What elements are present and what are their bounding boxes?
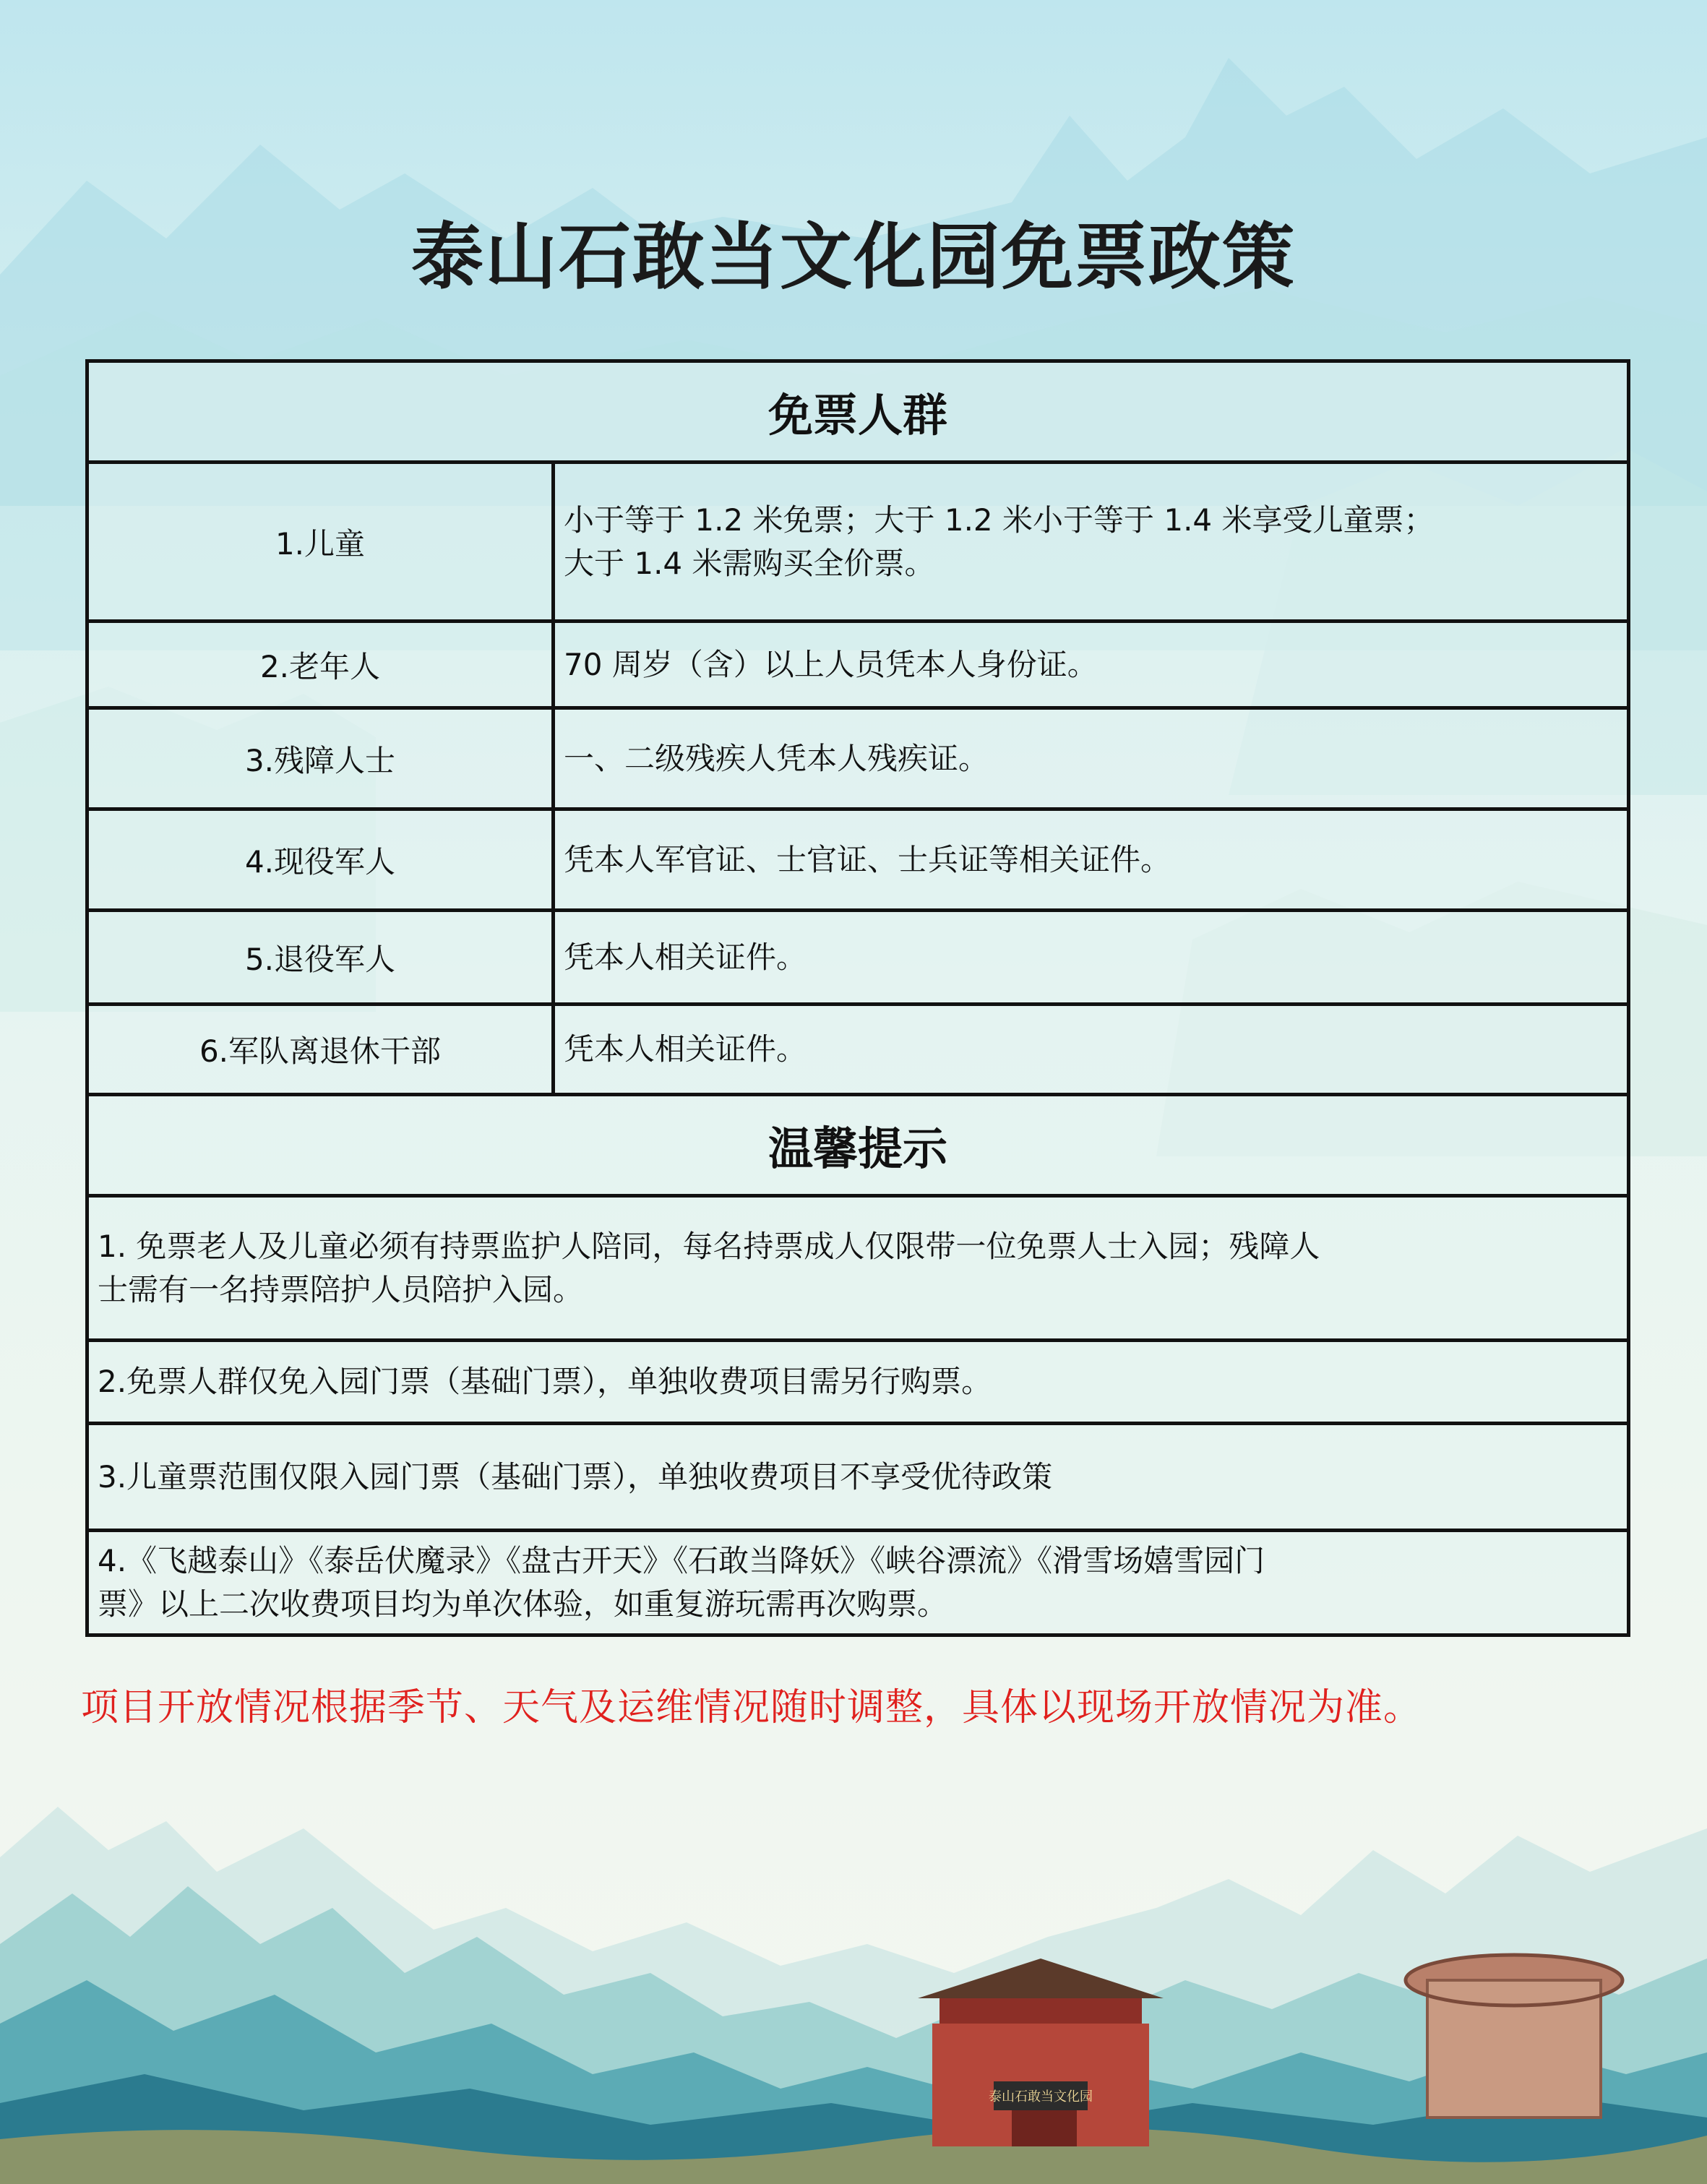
footer-note: 项目开放情况根据季节、天气及运维情况随时调整，具体以现场开放情况为准。 [81,1686,1422,1729]
round-pavilion-illustration [1406,1955,1622,2118]
free-row-label: 4.现役军人 [87,809,554,911]
free-row-desc-line: 小于等于 1.2 米免票；大于 1.2 米小于等于 1.4 米享受儿童票； [564,502,1435,538]
free-row-label: 5.退役军人 [87,911,554,1005]
free-row-label: 2.老年人 [87,622,554,708]
free-row-desc: 凭本人相关证件。 [554,1005,1629,1095]
tip-item [87,1531,1629,1635]
tip-item: 2.免票人群仅免入园门票（基础门票），单独收费项目需另行购票。 [87,1341,1629,1424]
free-row-desc: 70 周岁（含）以上人员凭本人身份证。 [554,622,1629,708]
tips-section-heading: 温馨提示 [87,1095,1629,1196]
table-row [87,463,1629,622]
free-row-desc [554,463,1629,622]
free-row-desc: 凭本人军官证、士官证、士兵证等相关证件。 [554,809,1629,911]
table-row [87,708,1629,809]
tips-section-header-row [87,1095,1629,1196]
free-row-label: 1.儿童 [87,463,554,622]
background-landscape-bottom [0,1763,1707,2184]
tip-line: 士需有一名持票陪护人员陪护入园。 [98,1271,584,1307]
tip-line: 票》以上二次收费项目均为单次体验，如重复游玩需再次购票。 [98,1586,948,1622]
table-row [87,622,1629,708]
table-row [87,1341,1629,1424]
table-row [87,911,1629,1005]
free-row-desc: 凭本人相关证件。 [554,911,1629,1005]
gate-sign-text: 泰山石敢当文化园 [989,2089,1093,2105]
policy-table [85,359,1630,1637]
table-row [87,1424,1629,1531]
free-section-heading: 免票人群 [87,361,1629,463]
table-row [87,1005,1629,1095]
tip-line: 4.《飞越泰山》《泰岳伏魔录》《盘古开天》《石敢当降妖》《峡谷漂流》《滑雪场嬉雪园门 [98,1543,1265,1578]
free-section-header-row [87,361,1629,463]
table-row [87,809,1629,911]
free-row-desc: 一、二级残疾人凭本人残疾证。 [554,708,1629,809]
tip-line: 1. 免票老人及儿童必须有持票监护人陪同，每名持票成人仅限带一位免票人士入园；残障人 [98,1228,1320,1264]
tip-item [87,1196,1629,1341]
free-row-label: 6.军队离退休干部 [87,1005,554,1095]
table-row [87,1531,1629,1635]
tip-item: 3.儿童票范围仅限入园门票（基础门票），单独收费项目不享受优待政策 [87,1424,1629,1531]
gate-building-illustration [918,1959,1164,2146]
table-row [87,1196,1629,1341]
page-title: 泰山石敢当文化园免票政策 [411,215,1296,299]
free-row-label: 3.残障人士 [87,708,554,809]
free-row-desc-line: 大于 1.4 米需购买全价票。 [564,545,935,581]
